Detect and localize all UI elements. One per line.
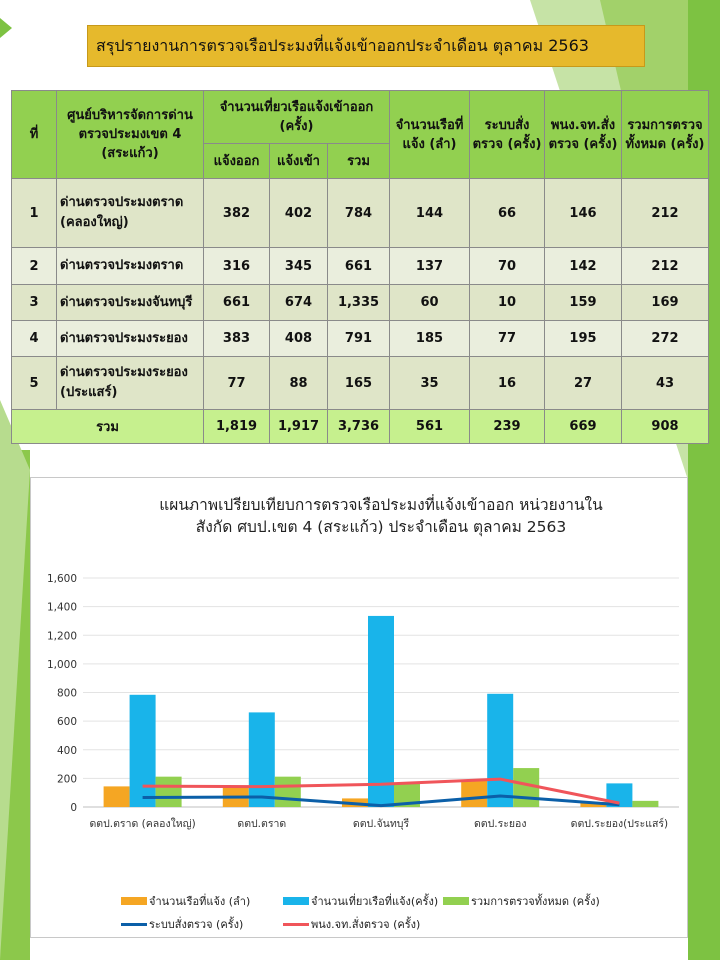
table-row xyxy=(12,357,709,410)
x-tick-label: ดตป.ตราด (คลองใหญ่) xyxy=(89,818,196,830)
row-no: 3 xyxy=(12,285,57,321)
y-tick-label: 400 xyxy=(56,744,77,757)
legend-label-inspections: รวมการตรวจทั้งหมด (ครั้ง) xyxy=(471,895,600,908)
header-officer-order: พนง.จท.สั่งตรวจ (ครั้ง) xyxy=(545,91,622,179)
total-inspections: 908 xyxy=(622,410,709,444)
row-out: 77 xyxy=(204,357,270,410)
y-tick-label: 1,400 xyxy=(46,601,77,614)
row-total: 165 xyxy=(328,357,390,410)
y-tick-label: 1,000 xyxy=(46,658,77,671)
bar-inspections xyxy=(156,777,182,807)
row-vessels: 137 xyxy=(390,248,470,285)
row-vessels: 185 xyxy=(390,321,470,357)
bar-trips xyxy=(130,695,156,807)
y-tick-label: 1,200 xyxy=(46,630,77,643)
legend-label-vessels: จำนวนเรือที่แจ้ง (ลำ) xyxy=(149,895,251,908)
row-inspections: 43 xyxy=(622,357,709,410)
row-officer: 146 xyxy=(545,179,622,248)
bar-vessels xyxy=(461,781,487,807)
total-officer: 669 xyxy=(545,410,622,444)
x-tick-label: ดตป.ระยอง(ประแสร์) xyxy=(570,818,669,830)
row-system: 16 xyxy=(470,357,545,410)
bar-inspections xyxy=(275,777,301,807)
x-tick-label: ดตป.ตราด xyxy=(237,818,287,830)
bar-vessels xyxy=(104,786,130,807)
row-system: 77 xyxy=(470,321,545,357)
legend-item-inspections xyxy=(443,892,600,910)
y-tick-label: 600 xyxy=(56,716,77,729)
row-total: 784 xyxy=(328,179,390,248)
row-officer: 27 xyxy=(545,357,622,410)
row-inspections: 212 xyxy=(622,179,709,248)
bar-trips xyxy=(249,712,275,807)
legend-label-trips: จำนวนเที่ยวเรือที่แจ้ง(ครั้ง) xyxy=(311,895,439,908)
row-system: 10 xyxy=(470,285,545,321)
row-total: 791 xyxy=(328,321,390,357)
row-name: ด่านตรวจประมงจันทบุรี xyxy=(57,285,204,321)
y-tick-label: 0 xyxy=(70,802,77,814)
header-no: ที่ xyxy=(12,91,57,179)
row-officer: 142 xyxy=(545,248,622,285)
total-out: 1,819 xyxy=(204,410,270,444)
header-center: ศูนย์บริหารจัดการด่านตรวจประมงเขต 4 (สระแก้ว) xyxy=(57,91,204,179)
chart-title-line1: แผนภาพเปรียบเทียบการตรวจเรือประมงที่แจ้งเข้าออก หน่วยงานใน xyxy=(159,496,603,514)
table-row xyxy=(12,179,709,248)
row-vessels: 60 xyxy=(390,285,470,321)
row-in: 402 xyxy=(270,179,328,248)
header-trips-total: รวม xyxy=(328,144,390,179)
row-inspections: 212 xyxy=(622,248,709,285)
legend-swatch-system xyxy=(121,923,147,926)
row-system: 66 xyxy=(470,179,545,248)
bar-inspections xyxy=(632,801,658,807)
row-vessels: 144 xyxy=(390,179,470,248)
legend-item-officer xyxy=(283,915,420,933)
table-total-row xyxy=(12,410,709,444)
legend-swatch-inspections xyxy=(443,897,469,905)
table-row xyxy=(12,248,709,285)
row-in: 674 xyxy=(270,285,328,321)
header-system-order: ระบบสั่งตรวจ (ครั้ง) xyxy=(470,91,545,179)
y-tick-label: 1,600 xyxy=(46,573,77,585)
total-total: 3,736 xyxy=(328,410,390,444)
chart-title-line2: สังกัด ศบป.เขต 4 (สระแก้ว) ประจำเดือน ตุลาคม 2563 xyxy=(195,518,567,536)
table-row xyxy=(12,321,709,357)
row-officer: 159 xyxy=(545,285,622,321)
legend-label-system: ระบบสั่งตรวจ (ครั้ง) xyxy=(149,918,244,931)
row-in: 88 xyxy=(270,357,328,410)
legend-item-vessels xyxy=(121,892,250,910)
row-in: 408 xyxy=(270,321,328,357)
x-tick-label: ดตป.ระยอง xyxy=(473,818,527,830)
header-trips-out: แจ้งออก xyxy=(204,144,270,179)
row-no: 1 xyxy=(12,179,57,248)
header-total-inspections: รวมการตรวจทั้งหมด (ครั้ง) xyxy=(622,91,709,179)
total-vessels: 561 xyxy=(390,410,470,444)
legend-swatch-trips xyxy=(283,897,309,905)
legend-label-officer: พนง.จท.สั่งตรวจ (ครั้ง) xyxy=(311,918,421,931)
x-tick-label: ดตป.จันทบุรี xyxy=(352,818,410,830)
legend-swatch-officer xyxy=(283,923,309,926)
legend-item-system xyxy=(121,915,243,933)
row-no: 2 xyxy=(12,248,57,285)
header-vessels: จำนวนเรือที่แจ้ง (ลำ) xyxy=(390,91,470,179)
chart-plot xyxy=(31,478,689,939)
row-no: 4 xyxy=(12,321,57,357)
row-out: 383 xyxy=(204,321,270,357)
row-name: ด่านตรวจประมงตราด xyxy=(57,248,204,285)
row-no: 5 xyxy=(12,357,57,410)
row-name: ด่านตรวจประมงตราด (คลองใหญ่) xyxy=(57,179,204,248)
row-out: 661 xyxy=(204,285,270,321)
row-total: 1,335 xyxy=(328,285,390,321)
bar-trips xyxy=(487,694,513,807)
row-inspections: 169 xyxy=(622,285,709,321)
row-out: 382 xyxy=(204,179,270,248)
total-system: 239 xyxy=(470,410,545,444)
inspection-summary-table xyxy=(11,90,709,444)
row-vessels: 35 xyxy=(390,357,470,410)
comparison-chart xyxy=(30,477,688,938)
report-title: สรุปรายงานการตรวจเรือประมงที่แจ้งเข้าออกประจำเดือน ตุลาคม 2563 xyxy=(87,25,645,67)
row-name: ด่านตรวจประมงระยอง (ประแสร์) xyxy=(57,357,204,410)
deco-left-arrow xyxy=(0,18,12,38)
header-trips-group: จำนวนเที่ยวเรือแจ้งเข้าออก (ครั้ง) xyxy=(204,91,390,144)
bar-trips xyxy=(368,616,394,807)
table-row xyxy=(12,285,709,321)
row-inspections: 272 xyxy=(622,321,709,357)
y-tick-label: 800 xyxy=(56,687,77,700)
row-out: 316 xyxy=(204,248,270,285)
row-name: ด่านตรวจประมงระยอง xyxy=(57,321,204,357)
legend-item-trips xyxy=(283,892,438,910)
legend-swatch-vessels xyxy=(121,897,147,905)
y-tick-label: 200 xyxy=(56,773,77,786)
row-system: 70 xyxy=(470,248,545,285)
header-trips-in: แจ้งเข้า xyxy=(270,144,328,179)
row-total: 661 xyxy=(328,248,390,285)
total-in: 1,917 xyxy=(270,410,328,444)
total-label: รวม xyxy=(12,410,204,444)
row-in: 345 xyxy=(270,248,328,285)
row-officer: 195 xyxy=(545,321,622,357)
